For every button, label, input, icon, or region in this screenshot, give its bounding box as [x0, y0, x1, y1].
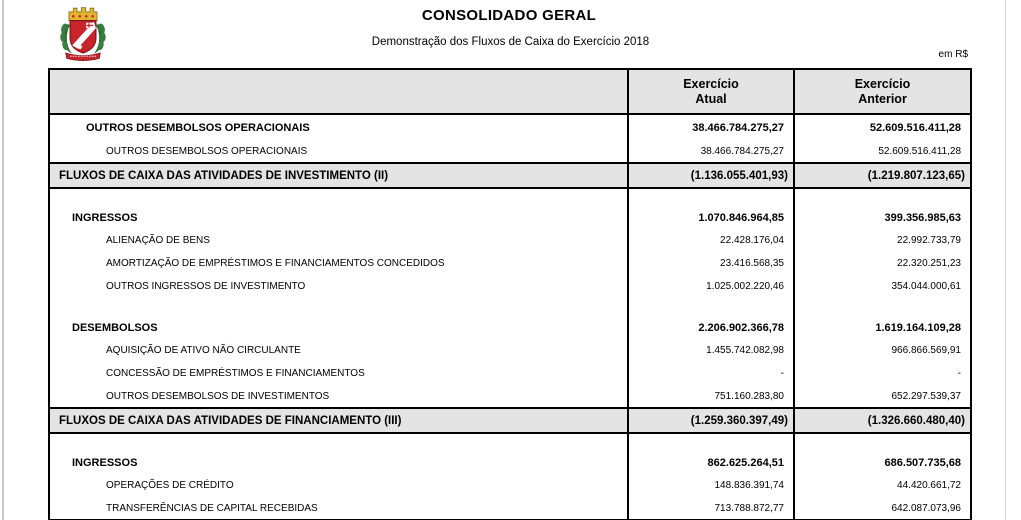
- value-exercicio-atual: 22.428.176,04: [628, 229, 794, 252]
- value-exercicio-anterior: 1.619.164.109,28: [875, 321, 961, 334]
- value-exercicio-atual: [628, 298, 794, 316]
- row-label: OUTROS DESEMBOLSOS DE INVESTIMENTOS: [49, 385, 628, 408]
- value-exercicio-atual: (1.259.360.397,49): [628, 408, 794, 433]
- spacer-row: [49, 298, 971, 316]
- motto-ribbon: [66, 53, 101, 61]
- table-row: [49, 451, 971, 474]
- spacer-row: [49, 188, 971, 206]
- row-label: INGRESSOS: [49, 206, 628, 229]
- row-label: ALIENAÇÃO DE BENS: [49, 229, 628, 252]
- value-exercicio-atual: 751.160.283,80: [628, 385, 794, 408]
- value-exercicio-anterior: 52.609.516.411,28: [869, 121, 961, 134]
- value-exercicio-anterior: (1.219.807.123,65): [794, 163, 971, 188]
- row-label: TRANSFERÊNCIAS DE CAPITAL RECEBIDAS: [49, 497, 628, 520]
- value-exercicio-atual: [628, 433, 794, 451]
- table-row: [49, 163, 971, 188]
- cash-flow-table: [48, 68, 972, 520]
- value-exercicio-atual: 713.788.872,77: [628, 497, 794, 520]
- value-exercicio-anterior: 22.992.733,79: [897, 235, 961, 246]
- value-exercicio-anterior: -: [957, 368, 961, 379]
- value-exercicio-anterior: (1.326.660.480,40): [794, 408, 971, 433]
- value-exercicio-anterior: 686.507.735,68: [884, 456, 961, 469]
- value-exercicio-atual: 38.466.784.275,27: [628, 140, 794, 163]
- value-exercicio-atual: 1.455.742.082,98: [628, 339, 794, 362]
- value-exercicio-atual: 1.070.846.964,85: [628, 206, 794, 229]
- table-row: [49, 408, 971, 433]
- row-label: OPERAÇÕES DE CRÉDITO: [49, 474, 628, 497]
- row-label: [49, 433, 628, 451]
- row-label: AQUISIÇÃO DE ATIVO NÃO CIRCULANTE: [49, 339, 628, 362]
- value-exercicio-atual: 2.206.902.366,78: [628, 316, 794, 339]
- table-row: [49, 362, 971, 385]
- value-exercicio-atual: 148.836.391,74: [628, 474, 794, 497]
- table-row: [49, 339, 971, 362]
- value-exercicio-anterior: 642.087.073,96: [891, 502, 961, 514]
- exercicio-anterior-column-header: [794, 69, 971, 114]
- page-right-edge-line: [1005, 0, 1006, 520]
- value-exercicio-anterior: 52.609.516.411,28: [878, 145, 961, 157]
- row-label: CONCESSÃO DE EMPRÉSTIMOS E FINANCIAMENTOS: [49, 362, 628, 385]
- value-exercicio-anterior: 399.356.985,63: [884, 211, 961, 224]
- row-label: FLUXOS DE CAIXA DAS ATIVIDADES DE INVESTIMENTO (II): [49, 163, 628, 188]
- row-label: FLUXOS DE CAIXA DAS ATIVIDADES DE FINANCIAMENTO (III): [49, 408, 628, 433]
- row-label: AMORTIZAÇÃO DE EMPRÉSTIMOS E FINANCIAMENTOS CONCEDIDOS: [49, 252, 628, 275]
- value-exercicio-anterior: 22.320.251,23: [897, 258, 961, 269]
- table-row: [49, 497, 971, 520]
- value-exercicio-anterior: 652.297.539,37: [891, 390, 961, 402]
- table-row: [49, 252, 971, 275]
- row-label: INGRESSOS: [49, 451, 628, 474]
- label-column-header: [49, 69, 628, 114]
- table-row: [49, 385, 971, 408]
- value-exercicio-atual: 862.625.264,51: [628, 451, 794, 474]
- table-row: [49, 275, 971, 298]
- value-exercicio-anterior: [794, 188, 971, 206]
- header-line: Anterior: [858, 91, 907, 106]
- value-exercicio-atual: 1.025.002.220,46: [628, 275, 794, 298]
- spacer-row: [49, 433, 971, 451]
- value-exercicio-anterior: [794, 298, 971, 316]
- value-exercicio-atual: 23.416.568,35: [628, 252, 794, 275]
- currency-note: em R$: [938, 49, 968, 60]
- value-exercicio-anterior: 44.420.661,72: [897, 480, 961, 491]
- row-label: [49, 298, 628, 316]
- row-label: [49, 188, 628, 206]
- page-title: CONSOLIDADO GERAL: [421, 7, 597, 24]
- table-row: [49, 474, 971, 497]
- header-line: Exercício: [854, 76, 911, 91]
- header-line: Atual: [695, 91, 727, 106]
- page-subtitle: Demonstração dos Fluxos de Caixa do Exercício 2018: [371, 36, 650, 48]
- table-row: [49, 114, 971, 140]
- exercicio-atual-column-header: [628, 69, 794, 114]
- value-exercicio-atual: 38.466.784.275,27: [628, 114, 794, 140]
- table-row: [49, 206, 971, 229]
- value-exercicio-anterior: 354.044.000,61: [891, 281, 961, 292]
- value-exercicio-atual: -: [628, 362, 794, 385]
- value-exercicio-anterior: 966.866.569,91: [891, 345, 961, 356]
- row-label: OUTROS INGRESSOS DE INVESTIMENTO: [49, 275, 628, 298]
- page-left-edge-line: [2, 0, 4, 520]
- table-row: [49, 229, 971, 252]
- row-label: DESEMBOLSOS: [49, 316, 628, 339]
- row-label: OUTROS DESEMBOLSOS OPERACIONAIS: [49, 140, 628, 163]
- value-exercicio-atual: [628, 188, 794, 206]
- row-label: OUTROS DESEMBOLSOS OPERACIONAIS: [49, 114, 628, 140]
- value-exercicio-anterior: [794, 433, 971, 451]
- header-line: Exercício: [683, 76, 739, 91]
- value-exercicio-atual: (1.136.055.401,93): [628, 163, 794, 188]
- table-row: [49, 316, 971, 339]
- table-header-row: [49, 69, 971, 114]
- table-row: [49, 140, 971, 163]
